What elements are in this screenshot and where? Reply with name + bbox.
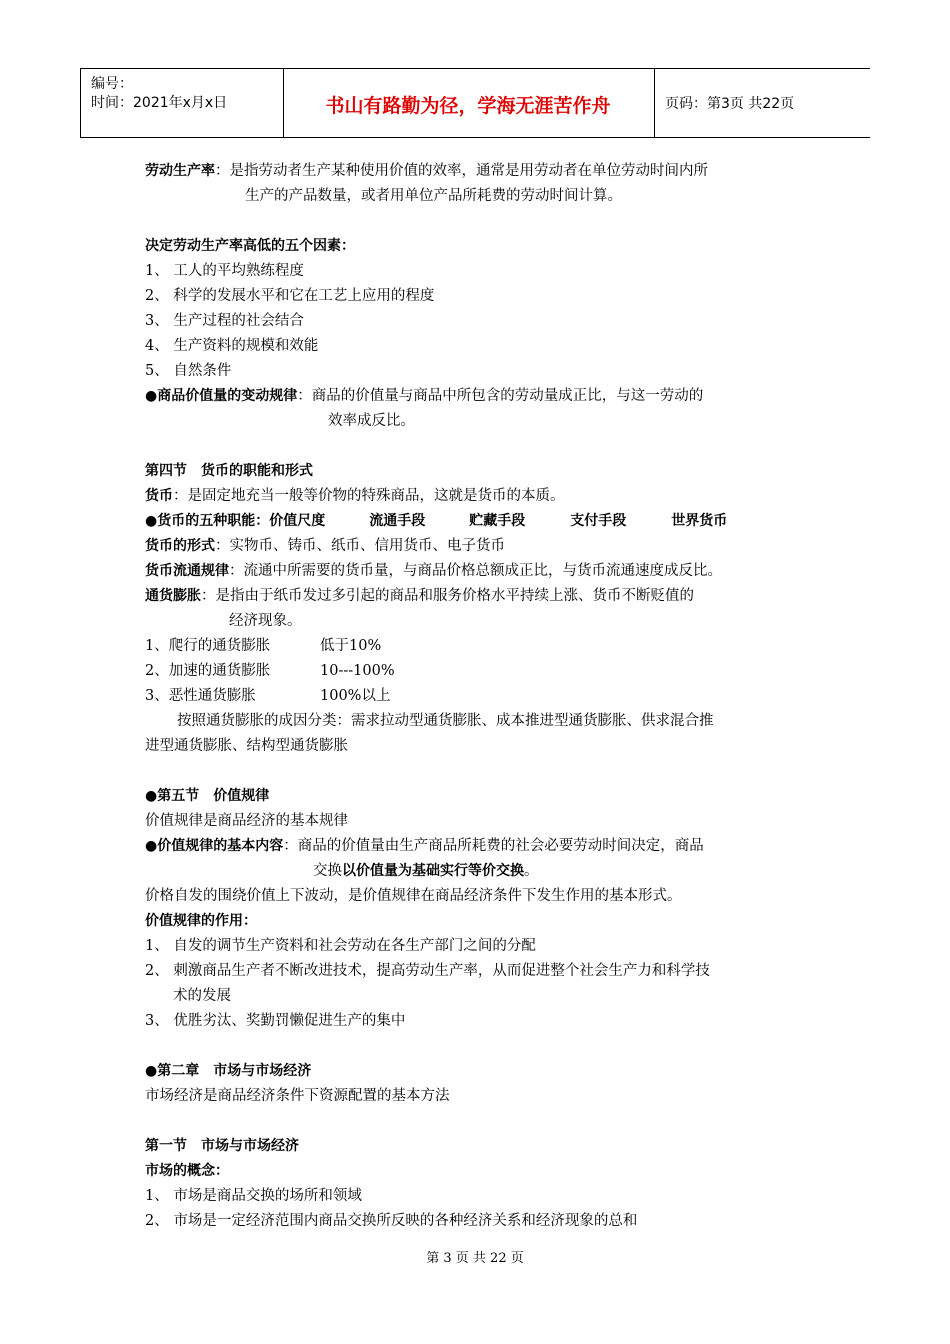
section-heading: 决定劳动生产率高低的五个因素： [145, 238, 355, 254]
paragraph-line: 市场经济是商品经济条件下资源配置的基本方法 [145, 1088, 450, 1104]
list-item: 5、 自然条件 [145, 363, 232, 379]
money-functions: ●货币的五种职能：价值尺度 流通手段 贮藏手段 支付手段 世界货币 [145, 513, 728, 529]
header-motto: 书山有路勤为径，学海无涯苦作舟 [325, 95, 611, 117]
labor-productivity-definition: 劳动生产率：是指劳动者生产某种使用价值的效率，通常是用劳动者在单位劳动时间内所 [145, 163, 708, 179]
list-item: 4、 生产资料的规模和效能 [145, 338, 319, 354]
paragraph-line: 按照通货膨胀的成因分类：需求拉动型通货膨胀、成本推进型通货膨胀、供求混合推 [177, 713, 714, 729]
list-item: 3、 优胜劣汰、奖勤罚懒促进生产的集中 [145, 1013, 406, 1029]
list-item: 2、 科学的发展水平和它在工艺上应用的程度 [145, 288, 435, 304]
value-law-content: ●价值规律的基本内容：商品的价值量由生产商品所耗费的社会必要劳动时间决定，商品 [145, 838, 704, 854]
inflation-type-row: 3、恶性通货膨胀 100%以上 [145, 688, 391, 704]
money-forms: 货币的形式：实物币、铸币、纸币、信用货币、电子货币 [145, 538, 505, 554]
section-title: 第一节 市场与市场经济 [145, 1138, 299, 1154]
page-header [80, 68, 870, 138]
list-item: 1、 市场是商品交换的场所和领域 [145, 1188, 362, 1204]
section-title: 第四节 货币的职能和形式 [145, 463, 313, 479]
paragraph-line: 进型通货膨胀、结构型通货膨胀 [145, 738, 348, 754]
circulation-law: 货币流通规律：流通中所需要的货币量，与商品价格总额成正比，与货币流通速度成反比。 [145, 563, 722, 579]
inflation-definition: 通货膨胀：是指由于纸币发过多引起的商品和服务价格水平持续上涨、货币不断贬值的 [145, 588, 694, 604]
paragraph-line: 经济现象。 [229, 613, 302, 629]
section-title: ●第五节 价值规律 [145, 788, 270, 804]
paragraph-line: 价值规律是商品经济的基本规律 [145, 813, 348, 829]
paragraph-line: 交换以价值量为基础实行等价交换。 [313, 863, 539, 879]
term: 劳动生产率 [145, 163, 215, 179]
list-item: 1、 工人的平均熟练程度 [145, 263, 304, 279]
inflation-type-row: 1、爬行的通货膨胀 低于10% [145, 638, 382, 654]
chapter-title: ●第二章 市场与市场经济 [145, 1063, 312, 1079]
section-heading: 价值规律的作用： [145, 913, 257, 929]
value-law-definition: ●商品价值量的变动规律：商品的价值量与商品中所包含的劳动量成正比，与这一劳动的 [145, 388, 704, 404]
header-motto-cell [282, 69, 655, 137]
inflation-type-row: 2、加速的通货膨胀 10---100% [145, 663, 395, 679]
list-item-continuation: 术的发展 [173, 988, 231, 1004]
header-page-cell [655, 69, 870, 137]
money-definition: 货币：是固定地充当一般等价物的特殊商品，这就是货币的本质。 [145, 488, 565, 504]
paragraph-line: 效率成反比。 [328, 413, 415, 429]
list-item: 3、 生产过程的社会结合 [145, 313, 304, 329]
header-page-info: 页码：第3页 共22页 [665, 96, 795, 112]
list-item: 2、 刺激商品生产者不断改进技术，提高劳动生产率，从而促进整个社会生产力和科学技 [145, 963, 710, 979]
doc-date-label: 时间：2021年x月x日 [91, 95, 228, 111]
header-meta-cell [80, 69, 284, 137]
paragraph-line: 价格自发的围绕价值上下波动，是价值规律在商品经济条件下发生作用的基本形式。 [145, 888, 682, 904]
paragraph-line: 生产的产品数量，或者用单位产品所耗费的劳动时间计算。 [245, 188, 622, 204]
list-item: 2、 市场是一定经济范围内商品交换所反映的各种经济关系和经济现象的总和 [145, 1213, 638, 1229]
section-heading: 市场的概念： [145, 1163, 229, 1179]
page-footer: 第 3 页 共 22 页 [426, 1251, 524, 1266]
doc-number-label: 编号： [91, 76, 133, 92]
list-item: 1、 自发的调节生产资料和社会劳动在各生产部门之间的分配 [145, 938, 536, 954]
